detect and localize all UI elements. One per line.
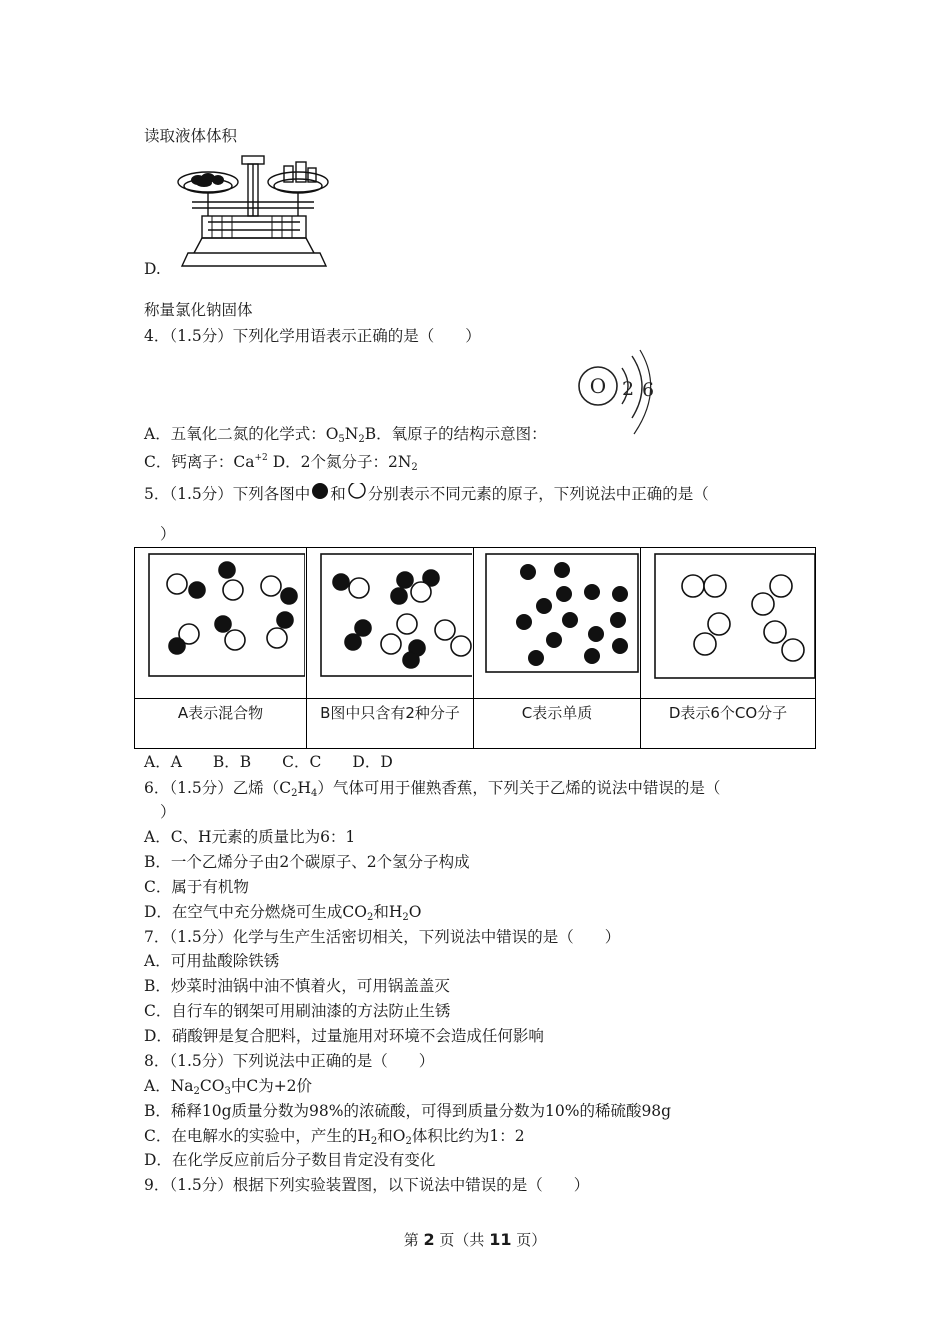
diagram-d-caption: D表示6个CO分子 — [641, 698, 815, 748]
white-atom-icon — [346, 483, 368, 501]
q8-stem: 8．（1.5分）下列说法中正确的是（ ） — [144, 1052, 435, 1070]
q6-option-c: C．属于有机物 — [144, 878, 249, 896]
q8-option-a: A．$Na_2CO_3$中C为+2价 — [144, 1077, 313, 1097]
q5-stem-close: ） — [160, 525, 176, 543]
q7-option-c: C．自行车的钢架可用刷油漆的方法防止生锈 — [144, 1002, 451, 1020]
q8-option-c: C．在电解水的实验中，产生的$H_2$和$O_2$体积比约为1：2 — [144, 1127, 525, 1147]
balance-scale-image — [172, 150, 334, 272]
q6-stem: 6．（1.5分）乙烯$(C_2H_4)$气体可用于催熟香蕉，下列关于乙烯的说法中错误的是（ — [144, 779, 721, 799]
black-atom-icon — [310, 483, 330, 501]
page-footer: 第 2 页（共 11 页） — [403, 1230, 547, 1249]
molecule-diagram-table — [134, 547, 816, 749]
q4-stem: 4．（1.5分）下列化学用语表示正确的是（ ） — [144, 327, 481, 345]
diagram-c-image — [474, 548, 639, 698]
diagram-b-cell — [307, 548, 474, 698]
atom-nucleus-label: O — [589, 374, 607, 398]
electron-shell-1-count: 2 — [622, 378, 635, 400]
q3-d-label: D. — [144, 260, 161, 278]
diagram-d-image — [641, 548, 815, 698]
diagram-d-cell — [641, 548, 817, 698]
q8-option-b: B．稀释10g质量分数为98%的浓硫酸，可得到质量分数为10%的稀硫酸98g — [144, 1102, 672, 1120]
current-page-number: 2 — [423, 1230, 435, 1249]
diagram-a-image — [135, 548, 305, 698]
q7-stem: 7．（1.5分）化学与生产生活密切相关，下列说法中错误的是（ ） — [144, 928, 621, 946]
diagram-b-image — [307, 548, 472, 698]
diagram-a-caption: A表示混合物 — [135, 698, 307, 748]
diagram-a-cell — [135, 548, 307, 698]
q7-option-a: A．可用盐酸除铁锈 — [144, 952, 280, 970]
q4-options-ab: A．五氧化二氮的化学式：$O_5N_2B$．氧原子的结构示意图： — [144, 425, 547, 445]
q6-option-d: D．在空气中充分燃烧可生成$CO_2$和$H_2O$ — [144, 903, 422, 923]
q4-options-cd: C．钙离子：$Ca^{+2}$ D．2个氮分子：$2N_2$ — [144, 453, 418, 473]
q7-option-d: D．硝酸钾是复合肥料，过量施用对环境不会造成任何影响 — [144, 1027, 544, 1045]
oxygen-atom-structure-diagram — [576, 346, 666, 438]
q5-stem: 5．（1.5分）下列各图中 和 分别表示不同元素的原子，下列说法中正确的是（ — [144, 483, 709, 504]
diagram-c-cell — [474, 548, 641, 698]
q6-option-b: B．一个乙烯分子由2个碳原子、2个氢分子构成 — [144, 853, 470, 871]
total-pages: 11 — [489, 1230, 512, 1249]
diagram-b-caption: B图中只含有2种分子 — [307, 698, 474, 748]
diagram-c-caption: C表示单质 — [474, 698, 641, 748]
q3-d-caption: 称量氯化钠固体 — [144, 301, 253, 319]
q7-option-b: B．炒菜时油锅中油不慎着火，可用锅盖盖灭 — [144, 977, 450, 995]
q3-c-caption: 读取液体体积 — [144, 127, 238, 145]
q6-stem-close: ） — [160, 803, 176, 821]
electron-shell-2-count: 6 — [642, 379, 655, 401]
q5-options: A．A B．B C．C D．D — [144, 753, 393, 771]
q9-stem: 9．（1.5分）根据下列实验装置图，以下说法中错误的是（ ） — [144, 1176, 590, 1194]
q6-option-a: A．C、H元素的质量比为6：1 — [144, 828, 356, 846]
q8-option-d: D．在化学反应前后分子数目肯定没有变化 — [144, 1151, 436, 1169]
